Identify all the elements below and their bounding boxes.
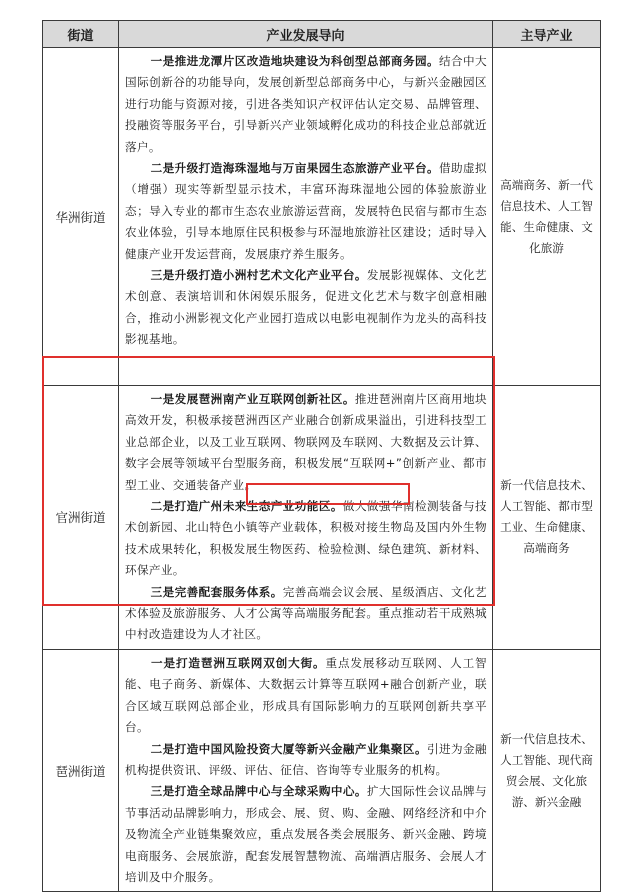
guide-cell: [119, 386, 493, 650]
street-name: 华洲街道: [43, 48, 119, 386]
guide-paragraph: [125, 739, 487, 782]
header-guide: 产业发展导向: [119, 21, 493, 48]
table-row-huazhou: [43, 48, 601, 386]
guide-paragraph: [125, 781, 487, 888]
header-street: 街道: [43, 21, 119, 48]
paragraph-heading: 一是打造琶洲互联网双创大街。: [150, 655, 326, 670]
paragraph-heading: 一是推进龙潭片区改造地块建设为科创型总部商务园。: [150, 54, 439, 68]
paragraph-heading: 二是升级打造海珠湿地与万亩果园生态旅游产业平台。: [150, 161, 439, 176]
guide-paragraph: [125, 653, 487, 739]
leading-industry: 高端商务、新一代信息技术、人工智能、生命健康、文化旅游: [493, 48, 601, 386]
highlighted-phrase: 北山特色小镇等产业载体，: [185, 520, 331, 535]
paragraph-body: 扩大国际性会议品牌与节事活动品牌影响力，形成会、展、贸、购、金融、网络经济和中介及物流全产业链集聚效应，重点发展各类会展服务、新兴金融、跨境电商服务、会展旅游，配套发展智慧物流、高端酒店服务、会展人才培训及中介服务。: [125, 784, 487, 884]
leading-industry: 新一代信息技术、人工智能、都市型工业、生命健康、高端商务: [493, 386, 601, 650]
header-row: [43, 21, 601, 48]
paragraph-body: 做大做强华南检测装备与技术创新园、: [125, 499, 487, 535]
header-industry: 主导产业: [493, 21, 601, 48]
guide-paragraph: [125, 265, 487, 351]
table-row-guanzhou: [43, 386, 601, 650]
paragraph-body: 推进琶洲南片区商用地块高效开发，积极承接琶洲西区产业融合创新成果溢出，引进科技型工业总部企业，以及工业互联网、物联网及车联网、大数据及云计算、数字会展等领域平台型服务商，积极发展“互联网+”创新产业、都市型工业、交通装备产业。: [125, 392, 488, 492]
industry-guide-table: [42, 20, 601, 892]
guide-paragraph: [125, 496, 487, 582]
guide-paragraph: [125, 582, 487, 646]
paragraph-body: 积极对接生物岛及国内外生物技术成果转化，积极发展生物医药、检验检测、绿色建筑、新材料、环保产业。: [125, 520, 487, 578]
paragraph-body: 完善高端会议会展、星级酒店、文化艺术体验及旅游服务、人才公寓等高端服务配套。重点推动若干成熟城中村改造建设为人才社区。: [125, 584, 487, 642]
paragraph-body: 发展影视媒体、文化艺术创意、表演培训和休闲娱乐服务，促进文化艺术与数字创意相融合，推动小洲影视文化产业园打造成以电影电视制作为龙头的高科技影视基地。: [125, 268, 487, 347]
paragraph-heading: 一是发展琶洲南产业互联网创新社区。: [150, 392, 355, 406]
paragraph-heading: 三是完善配套服务体系。: [150, 584, 283, 599]
paragraph-heading: 三是打造全球品牌中心与全球采购中心。: [150, 784, 367, 799]
paragraph-body: 结合中大国际创新谷的功能导向，发展创新型总部商务中心，与新兴金融园区进行功能与资源对接，引进各类知识产权评估认定交易、品牌管理、投融资等服务平台，引导新兴产业领域孵化成功的科技企业总部就近落户。: [125, 54, 487, 154]
guide-paragraph: [125, 51, 487, 158]
guide-paragraph: [125, 158, 487, 265]
street-name: 官洲街道: [43, 386, 119, 650]
paragraph-heading: 三是升级打造小洲村艺术文化产业平台。: [150, 268, 367, 283]
paragraph-body: 重点发展移动互联网、人工智能、电子商务、新媒体、大数据云计算等互联网+融合创新产业，联合区域互联网总部企业，形成具有国际影响力的互联网创新共享平台。: [125, 655, 487, 735]
street-name: 琶洲街道: [43, 649, 119, 891]
table-row-pazhou: [43, 649, 601, 891]
guide-cell: [119, 649, 493, 891]
leading-industry: 新一代信息技术、人工智能、现代商贸会展、文化旅游、新兴金融: [493, 649, 601, 891]
guide-paragraph: [125, 389, 487, 496]
paragraph-body: 借助虚拟（增强）现实等新型显示技术，丰富环海珠湿地公园的体验旅游业态；导入专业的都市生态农业旅游运营商，发展特色民宿与都市生态农业体验，引导本地原住民积极参与环湿地旅游社区建设；适时导入健康产业开发运营商，发展康疗养生服务。: [125, 161, 487, 261]
guide-cell: [119, 48, 493, 386]
paragraph-heading: 二是打造中国风险投资大厦等新兴金融产业集聚区。: [150, 741, 427, 756]
paragraph-heading: 二是打造广州未来生态产业功能区。: [150, 499, 343, 514]
paragraph-body: 引进为金融机构提供资讯、评级、评估、征信、咨询等专业服务的机构。: [125, 741, 487, 777]
